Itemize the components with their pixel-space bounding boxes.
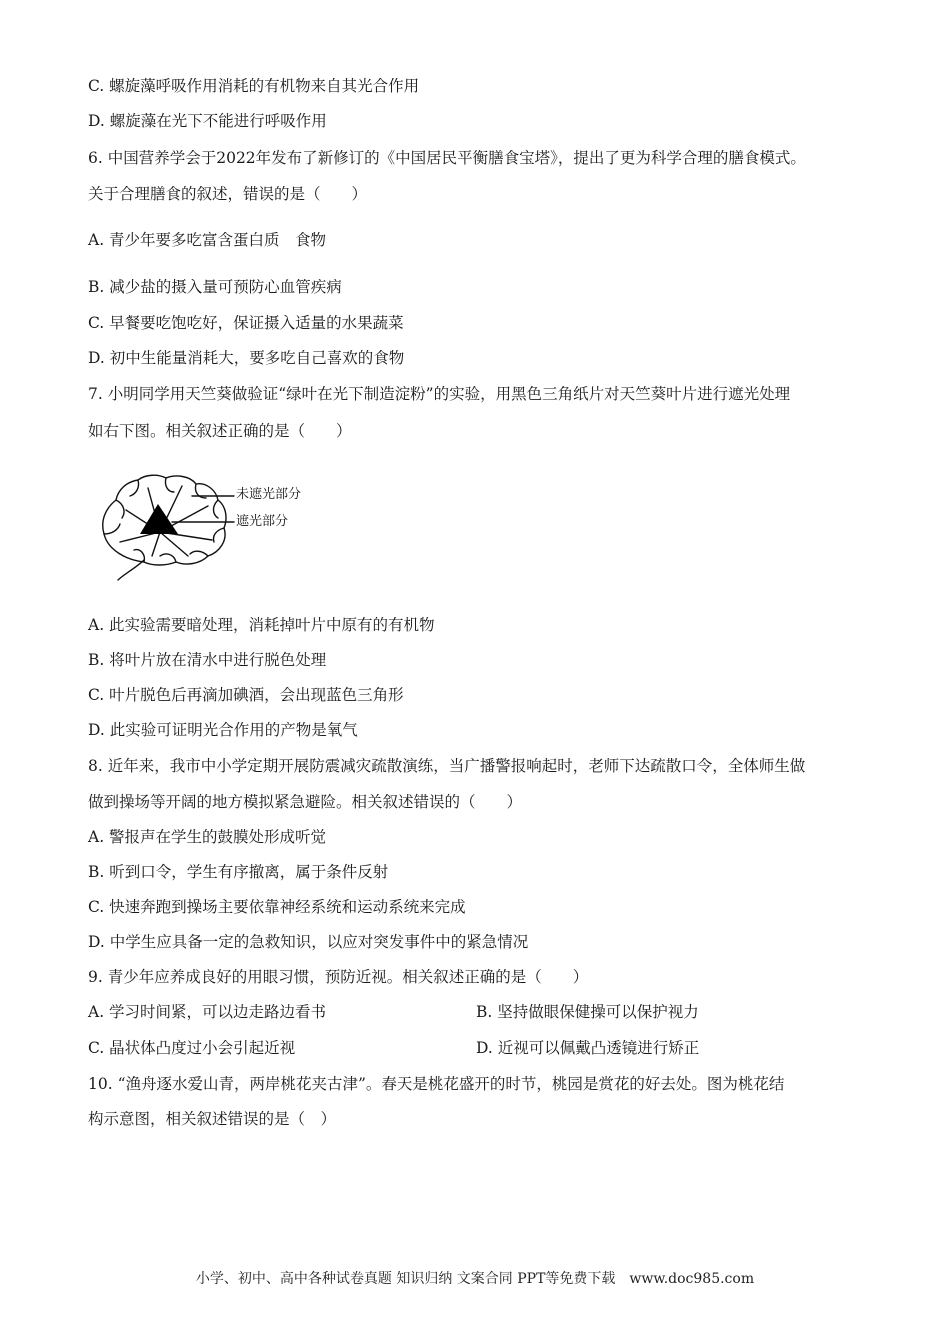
option-8b: B. 听到口令，学生有序撤离，属于条件反射 bbox=[88, 863, 389, 881]
question-6-stem-line2: 关于合理膳食的叙述，错误的是（ ） bbox=[88, 185, 368, 203]
question-8-stem-line1: 8. 近年来，我市中小学定期开展防震减灾疏散演练，当广播警报响起时，老师下达疏散口令，全体师生做 bbox=[88, 757, 806, 775]
option-5d: D. 螺旋藻在光下不能进行呼吸作用 bbox=[88, 112, 327, 130]
option-7b: B. 将叶片放在清水中进行脱色处理 bbox=[88, 651, 327, 669]
option-6d: D. 初中生能量消耗大，要多吃自己喜欢的食物 bbox=[88, 349, 405, 367]
leaf-shading-figure bbox=[96, 470, 336, 582]
question-10-stem-line1: 10. “渔舟逐水爱山青，两岸桃花夹古津”。春天是桃花盛开的时节，桃园是赏花的好去处。图为桃花结 bbox=[88, 1075, 785, 1093]
option-9a: A. 学习时间紧，可以边走路边看书 bbox=[88, 1003, 327, 1021]
question-10-stem-line2: 构示意图，相关叙述错误的是（ ） bbox=[88, 1110, 337, 1128]
label-unshaded-part: 未遮光部分 bbox=[236, 487, 302, 502]
question-6-stem-line1: 6. 中国营养学会于2022年发布了新修订的《中国居民平衡膳食宝塔》，提出了更为科学合理的膳食模式。 bbox=[88, 149, 806, 167]
option-6c: C. 早餐要吃饱吃好，保证摄入适量的水果蔬菜 bbox=[88, 314, 404, 332]
question-7-stem-line1: 7. 小明同学用天竺葵做验证“绿叶在光下制造淀粉”的实验，用黑色三角纸片对天竺葵叶片进行遮光处理 bbox=[88, 385, 791, 403]
option-7d: D. 此实验可证明光合作用的产物是氧气 bbox=[88, 721, 358, 739]
option-8d: D. 中学生应具备一定的急救知识，以应对突发事件中的紧急情况 bbox=[88, 933, 529, 951]
label-shaded-part: 遮光部分 bbox=[236, 514, 289, 529]
question-8-stem-line2: 做到操场等开阔的地方模拟紧急避险。相关叙述错误的（ ） bbox=[88, 793, 523, 811]
option-8a: A. 警报声在学生的鼓膜处形成听觉 bbox=[88, 828, 327, 846]
option-7c: C. 叶片脱色后再滴加碘酒，会出现蓝色三角形 bbox=[88, 686, 404, 704]
option-6a: A. 青少年要多吃富含蛋白质 食物 bbox=[88, 231, 327, 249]
option-7a: A. 此实验需要暗处理，消耗掉叶片中原有的有机物 bbox=[88, 616, 435, 634]
option-8c: C. 快速奔跑到操场主要依靠神经系统和运动系统来完成 bbox=[88, 898, 466, 916]
page-footer: 小学、初中、高中各种试卷真题 知识归纳 文案合同 PPT等免费下载 www.doc985.com bbox=[195, 1271, 755, 1287]
option-9c: C. 晶状体凸度过小会引起近视 bbox=[88, 1039, 296, 1057]
question-7-stem-line2: 如右下图。相关叙述正确的是（ ） bbox=[88, 422, 352, 440]
option-9d: D. 近视可以佩戴凸透镜进行矫正 bbox=[476, 1039, 700, 1057]
option-6b: B. 减少盐的摄入量可预防心血管疾病 bbox=[88, 278, 342, 296]
question-9-stem: 9. 青少年应养成良好的用眼习惯，预防近视。相关叙述正确的是（ ） bbox=[88, 968, 589, 986]
option-5c: C. 螺旋藻呼吸作用消耗的有机物来自其光合作用 bbox=[88, 77, 420, 95]
option-9b: B. 坚持做眼保健操可以保护视力 bbox=[476, 1003, 699, 1021]
